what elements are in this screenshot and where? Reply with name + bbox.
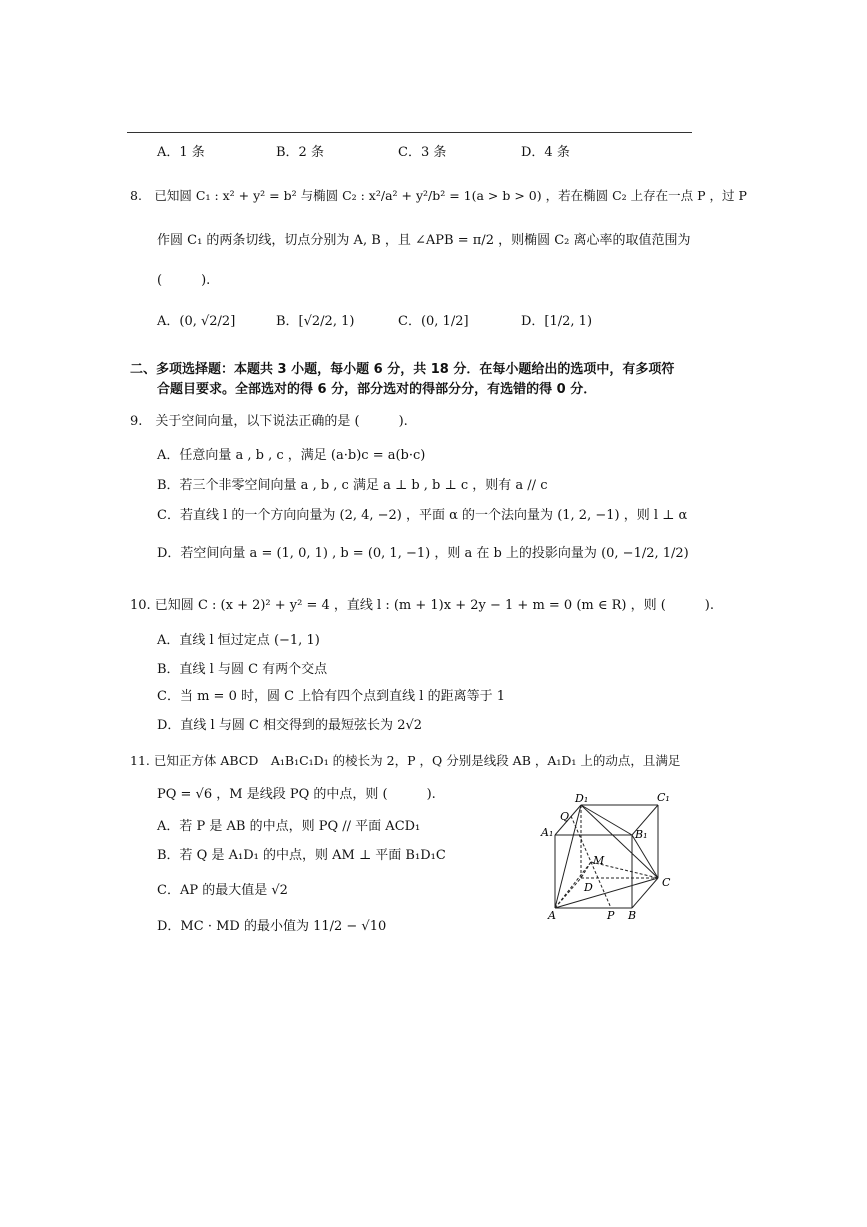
q11-line2: PQ = √6 ，M 是线段 PQ 的中点，则 ( ). (157, 787, 436, 802)
label-d1: D₁ (575, 792, 589, 805)
q8-option-c: C．(0, 1/2] (398, 314, 469, 329)
q7-option-c: C．3 条 (398, 145, 447, 160)
label-c1: C₁ (657, 791, 670, 804)
q8-line2: 作圆 C₁ 的两条切线，切点分别为 A, B ，且 ∠APB = π/2 ，则椭圆 C₂ 离心率的取值范围为 (157, 233, 691, 248)
edge-a-c (555, 878, 658, 908)
q8-option-d: D．[1/2, 1) (521, 314, 593, 329)
q9-option-d: D．若空间向量 a = (1, 0, 1) , b = (0, 1, −1) ，则 a 在 b 上的投影向量为 (0, −1/2, 1/2) (157, 546, 689, 561)
q10-option-c: C．当 m = 0 时，圆 C 上恰有四个点到直线 l 的距离等于 1 (157, 689, 506, 704)
label-b1: B₁ (635, 828, 648, 841)
q11-option-b: B．若 Q 是 A₁D₁ 的中点，则 AM ⊥ 平面 B₁D₁C (157, 848, 446, 863)
q8-option-a: A．(0, √2/2] (157, 314, 236, 329)
q11-option-d: D．MC · MD 的最小值为 11/2 − √10 (157, 919, 387, 934)
q10-option-d: D．直线 l 与圆 C 相交得到的最短弦长为 2√2 (157, 718, 423, 733)
label-a: A (548, 909, 556, 922)
q9-option-b: B．若三个非零空间向量 a , b , c 满足 a ⊥ b , b ⊥ c ，则有 a // c (157, 478, 548, 493)
q8-option-b: B．[√2/2, 1) (276, 314, 355, 329)
segment-m-d (581, 862, 591, 878)
label-m: M (593, 854, 605, 867)
label-c: C (662, 876, 671, 889)
edge-d1-b1 (581, 805, 632, 835)
cube-figure (535, 790, 685, 925)
q8-line3: ( ). (157, 273, 211, 288)
edge-b-c (632, 878, 658, 908)
q9-option-a: A．任意向量 a , b , c ，满足 (a·b)c = a(b·c) (157, 448, 426, 463)
label-q: Q (560, 810, 570, 823)
q9-stem: 9. 关于空间向量，以下说法正确的是 ( ). (130, 414, 408, 429)
q8-line1: 8. 已知圆 C₁ : x² + y² = b² 与椭圆 C₂ : x²/a² + y²/b² = 1(a > b > 0) ，若在椭圆 C₂ 上存在一点 P ，过 P (130, 188, 747, 203)
label-d: D (584, 881, 593, 894)
q7-option-b: B．2 条 (276, 145, 324, 160)
q10-option-b: B．直线 l 与圆 C 有两个交点 (157, 662, 328, 677)
q8-options (157, 313, 597, 333)
q11-option-c: C．AP 的最大值是 √2 (157, 883, 288, 898)
q11-option-a: A．若 P 是 AB 的中点，则 PQ // 平面 ACD₁ (157, 819, 421, 834)
q11-line1: 11. 已知正方体 ABCD A₁B₁C₁D₁ 的棱长为 2，P ，Q 分别是线段 AB ，A₁D₁ 上的动点，且满足 (130, 753, 681, 768)
q10-stem: 10. 已知圆 C : (x + 2)² + y² = 4 ，直线 l : (m + 1)x + 2y − 1 + m = 0 (m ∈ R) ，则 ( ). (130, 598, 715, 613)
section2-line1: 二、多项选择题：本题共 3 小题，每小题 6 分，共 18 分．在每小题给出的选项中，有多项符 (130, 362, 675, 377)
q10-option-a: A．直线 l 恒过定点 (−1, 1) (157, 633, 320, 648)
q9-option-c: C．若直线 l 的一个方向向量为 (2, 4, −2) ，平面 α 的一个法向量为 (1, 2, −1) ，则 l ⊥ α (157, 508, 688, 523)
q7-option-d: D．4 条 (521, 145, 570, 160)
label-p: P (607, 909, 615, 922)
label-b: B (628, 909, 637, 922)
top-rule (127, 132, 692, 133)
section2-line2: 合题目要求。全部选对的得 6 分，部分选对的得部分分，有选错的得 0 分． (157, 382, 597, 397)
q7-option-a: A．1 条 (157, 145, 205, 160)
edge-d1-c (581, 805, 658, 878)
label-a1: A₁ (541, 826, 554, 839)
